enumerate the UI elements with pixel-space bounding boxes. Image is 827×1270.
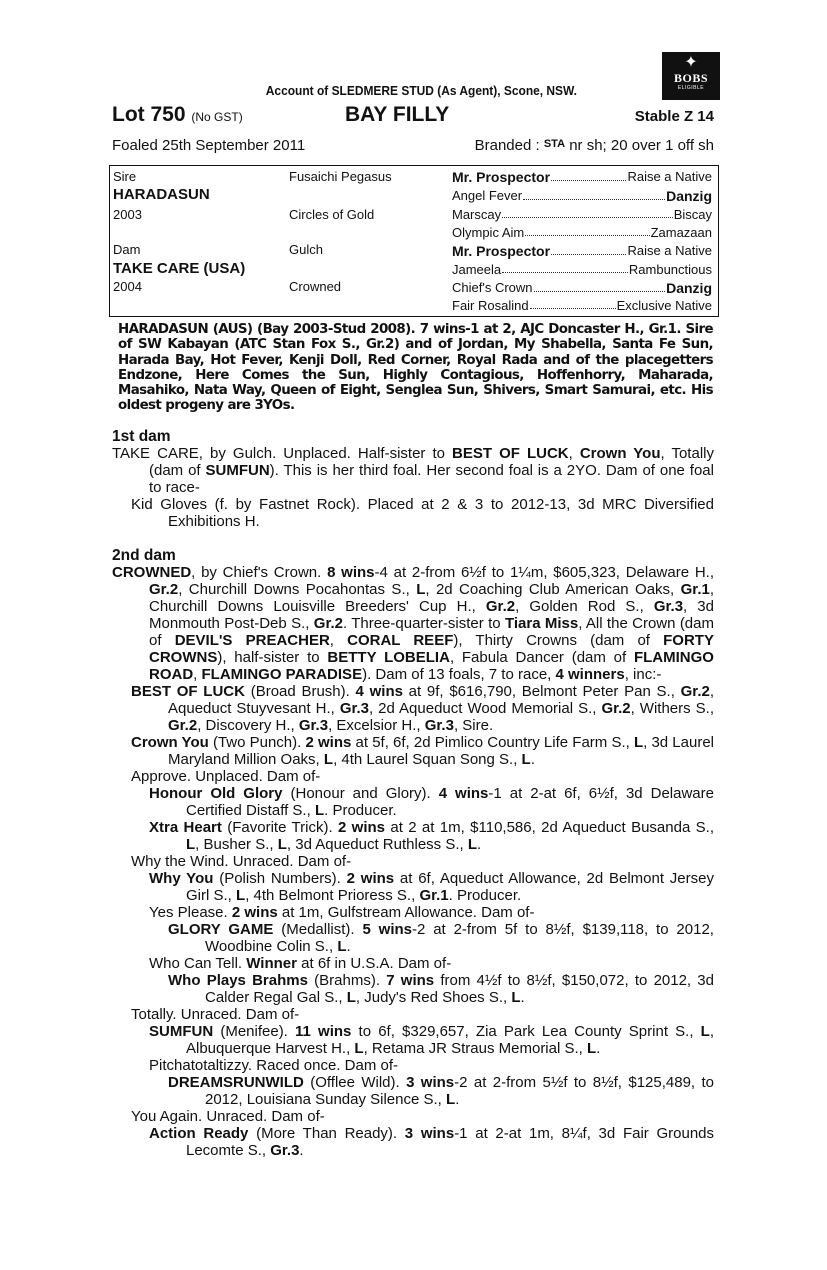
sire-name: HARADASUN xyxy=(113,186,210,203)
ggp-row xyxy=(452,225,712,240)
ggp-sire: Olympic Aim xyxy=(452,225,525,240)
pedigree-entry: Who Can Tell. Winner at 6f in U.S.A. Dam of- xyxy=(149,955,452,972)
ggp-dam-sire: Exclusive Native xyxy=(616,298,712,313)
ggp-row xyxy=(452,207,712,222)
dot-leader xyxy=(530,298,616,309)
brand-mark: STA xyxy=(543,138,566,150)
logo-sub: ELIGIBLE xyxy=(677,85,705,91)
pedigree-entry: Action Ready (More Than Ready). 3 wins-1 at 2-at 1m, 8¼f, 3d Fair Grounds Lecomte S., Gr.3. xyxy=(149,1125,715,1159)
pedigree-entry: GLORY GAME (Medallist). 5 wins-2 at 2-from 5f to 8½f, $139,118, to 2012, Woodbine Colin S., L. xyxy=(168,921,714,955)
ggp-dam-sire: Biscay xyxy=(673,207,712,222)
ggp-row xyxy=(452,280,712,296)
dot-leader xyxy=(551,243,626,255)
dot-leader xyxy=(502,207,673,218)
vendor-account: Account of SLEDMERE STUD (As Agent), Scone, NSW. xyxy=(265,83,577,98)
pedigree-entry: Why the Wind. Unraced. Dam of- xyxy=(131,853,352,870)
dot-leader xyxy=(502,262,628,273)
pedigree-entry: You Again. Unraced. Dam of- xyxy=(131,1108,325,1125)
pedigree-entry: Crown You (Two Punch). 2 wins at 5f, 6f, 2d Pimlico Country Life Farm S., L, 3d Laurel Maryland Million Oaks, L, 4th Laurel Squan Song S., L. xyxy=(131,734,715,768)
branded-label: Branded : xyxy=(474,137,540,154)
second-dam-heading: 2nd dam xyxy=(112,547,176,564)
lot-line xyxy=(112,103,714,129)
ggp-dam-sire: Danzig xyxy=(666,280,712,296)
ggp-dam-sire: Raise a Native xyxy=(627,243,712,258)
pedigree-entry: Approve. Unplaced. Dam of- xyxy=(131,768,321,785)
dam-dam: Crowned xyxy=(289,279,342,294)
ggp-row xyxy=(452,262,712,277)
pedigree-entry: Pitchatotaltizzy. Raced once. Dam of- xyxy=(149,1057,398,1074)
logo-brand: BOBS xyxy=(673,71,708,85)
ggp-dam-sire: Raise a Native xyxy=(627,169,712,184)
ggp-sire: Mr. Prospector xyxy=(452,169,551,185)
ggp-sire: Chief's Crown xyxy=(452,280,533,295)
pedigree-entry: Who Plays Brahms (Brahms). 7 wins from 4½f to 8½f, $150,072, to 2012, 3d Calder Regal Gal S., L, Judy's Red Shoes S., L. xyxy=(168,972,714,1006)
lot-number xyxy=(112,103,243,127)
first-dam-heading: 1st dam xyxy=(112,428,171,445)
gst-note: (No GST) xyxy=(191,110,243,124)
ggp-row xyxy=(452,298,712,313)
pedigree-entry: Kid Gloves (f. by Fastnet Rock). Placed at 2 & 3 to 2012-13, 3d MRC Diversified Exhibitions H. xyxy=(131,496,714,530)
branded-text: nr sh; 20 over 1 off sh xyxy=(569,137,714,154)
branding xyxy=(475,137,714,154)
pedigree-entry: Why You (Polish Numbers). 2 wins at 6f, Aqueduct Allowance, 2d Belmont Jersey Girl S., L, 4th Belmont Prioress S., Gr.1. Producer. xyxy=(149,870,714,904)
ggp-dam-sire: Danzig xyxy=(666,188,712,204)
pedigree-table xyxy=(109,165,719,317)
section-gap xyxy=(112,530,714,547)
ggp-sire: Fair Rosalind xyxy=(452,298,529,313)
sire-year: 2003 xyxy=(113,207,142,222)
sire-label: Sire xyxy=(113,169,137,184)
pedigree-entry: TAKE CARE, by Gulch. Unplaced. Half-sister to BEST OF LUCK, Crown You, Totally (dam of SUMFUN). This is her third foal. Her second foal is a 2YO. Dam of one foal to race- xyxy=(112,445,714,496)
foaled-date: Foaled 25th September 2011 xyxy=(112,137,306,154)
ggp-row xyxy=(452,169,712,185)
ggp-sire: Mr. Prospector xyxy=(452,243,551,259)
pedigree-entry: CROWNED, by Chief's Crown. 8 wins-4 at 2-from 6½f to 1¼m, $605,323, Delaware H., Gr.2, Churchill Downs Pocahontas S., L, 2d Coaching Club American Oaks, Gr.1, Churchill Downs Louisville Breeders' Cup H., Gr.2, Golden Rod S., Gr.3, 3d Monmouth Post-Deb S., Gr.2. Three-quarter-sister to Tiara Miss, All the Crown (dam of DEVIL'S PREACHER, CORAL REEF), Thirty Crowns (dam of FORTY CROWNS), half-sister to BETTY LOBELIA, Fabula Dancer (dam of FLAMINGO ROAD, FLAMINGO PARADISE). Dam of 13 foals, 7 to race, 4 winners, inc:- xyxy=(112,564,714,683)
horse-sex-color: BAY FILLY xyxy=(345,103,450,126)
pedigree-entry: Honour Old Glory (Honour and Glory). 4 wins-1 at 2-at 6f, 6½f, 3d Delaware Certified Distaff S., L. Producer. xyxy=(149,785,714,819)
horse-icon: ✦ xyxy=(684,54,698,71)
ggp-sire: Angel Fever xyxy=(452,188,523,203)
pedigree-entry: DREAMSRUNWILD (Offlee Wild). 3 wins-2 at 2-from 5½f to 8½f, $125,489, to 2012, Louisiana Sunday Silence S., L. xyxy=(168,1074,714,1108)
dot-leader xyxy=(551,169,626,181)
sire-sire: Fusaichi Pegasus xyxy=(289,169,392,184)
bobs-eligible-logo xyxy=(662,52,720,100)
sire-dam: Circles of Gold xyxy=(289,207,375,222)
dam-label: Dam xyxy=(113,242,141,257)
pedigree-entry: SUMFUN (Menifee). 11 wins to 6f, $329,657, Zia Park Lea County Sprint S., L, Albuquerque Harvest H., L, Retama JR Straus Memorial S., L. xyxy=(149,1023,714,1057)
dot-leader xyxy=(534,280,666,292)
pedigree-entry: Totally. Unraced. Dam of- xyxy=(131,1006,300,1023)
ggp-dam-sire: Rambunctious xyxy=(628,262,712,277)
dot-leader xyxy=(525,225,649,236)
ggp-dam-sire: Zamazaan xyxy=(650,225,712,240)
dam-line-body xyxy=(112,428,714,1159)
dam-year: 2004 xyxy=(113,279,142,294)
stable-location: Stable Z 14 xyxy=(634,108,714,125)
dam-sire: Gulch xyxy=(289,242,323,257)
dam-name: TAKE CARE (USA) xyxy=(113,260,246,277)
lot-label: Lot 750 xyxy=(112,103,186,126)
second-dam-paragraphs xyxy=(112,564,714,1159)
dot-leader xyxy=(523,188,665,200)
pedigree-entry: Xtra Heart (Favorite Trick). 2 wins at 2 at 1m, $110,586, 2d Aqueduct Busanda S., L, Busher S., L, 3d Aqueduct Ruthless S., L. xyxy=(149,819,714,853)
pedigree-entry: Yes Please. 2 wins at 1m, Gulfstream Allowance. Dam of- xyxy=(149,904,535,921)
pedigree-entry: BEST OF LUCK (Broad Brush). 4 wins at 9f, $616,790, Belmont Peter Pan S., Gr.2, Aqueduct Stuyvesant H., Gr.3, 2d Aqueduct Wood Memorial S., Gr.2, Withers S., Gr.2, Discovery H., Gr.3, Excelsior H., Gr.3, Sire. xyxy=(131,683,715,734)
ggp-row xyxy=(452,243,712,259)
ggp-row xyxy=(452,188,712,204)
ggp-sire: Marscay xyxy=(452,207,502,222)
ggp-sire: Jameela xyxy=(452,262,502,277)
sire-summary: HARADASUN (AUS) (Bay 2003-Stud 2008). 7 wins-1 at 2, AJC Doncaster H., Gr.1. Sire of SW Kabayan (ATC Stan Fox S., Gr.2) and of Jordan, My Shabella, Santa Fe Sun, Harada Bay, Hot Fever, Kenji Doll, Red Corner, Royal Rada and of the placegetters Endzone, Here Comes the Sun, Highly Contagious, Hoffenhorry, Maharada, Masahiko, Nata Way, Queen of Eight, Senglea Sun, Shivers, Smart Samurai, etc. His oldest progeny are 3YOs. xyxy=(118,322,713,414)
first-dam-paragraphs xyxy=(112,445,714,530)
